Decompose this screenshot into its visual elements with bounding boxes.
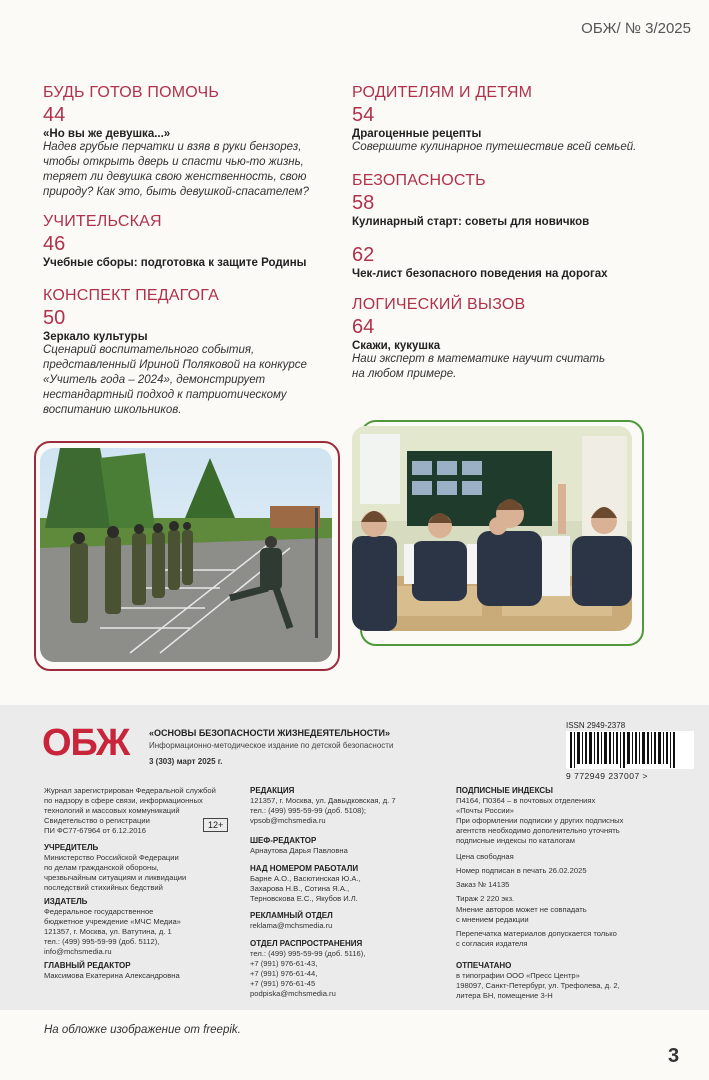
section-heading: КОНСПЕКТ ПЕДАГОГА — [43, 287, 219, 304]
page-number: 3 — [668, 1045, 680, 1067]
section-heading: УЧИТЕЛЬСКАЯ — [43, 213, 162, 230]
issue-line: 3 (303) март 2025 г. — [149, 757, 223, 766]
printing-house-block: ОТПЕЧАТАНО в типографии ООО «Пресс Центр» 198097, Санкт-Петербург, ул. Трефолева, д. 2, литера БН, помещение 3-Н — [456, 961, 620, 1000]
registration-info: Журнал зарегистрирован Федеральной службой по надзору в сфере связи, информационных технологий и массовых коммуникаций Свидетельство о регистрации ПИ ФС77-67964 от 6.12.2016 — [44, 786, 216, 835]
journal-title: «ОСНОВЫ БЕЗОПАСНОСТИ ЖИЗНЕДЕЯТЕЛЬНОСТИ» — [149, 728, 390, 738]
page-number-ref: 64 — [352, 316, 375, 338]
publisher-block: ИЗДАТЕЛЬ Федеральное государственное бюджетное учреждение «МЧС Медиа» 121357, г. Москва, ул. Ватутина, д. 1 тел.: (499) 995-59-99 (доб. 5112), info@mchsmedia.ru — [44, 897, 181, 956]
barcode — [566, 731, 694, 769]
page-number-ref: 54 — [352, 104, 375, 126]
photo-classroom — [352, 426, 632, 631]
journal-subtitle: Информационно-методическое издание по детской безопасности — [149, 741, 394, 750]
section-heading: РОДИТЕЛЯМ И ДЕТЯМ — [352, 84, 533, 101]
editorial-notes: Мнение авторов может не совпадать с мнением редакции Перепечатка материалов допускается только с согласия издателя — [456, 905, 617, 948]
toc-entry-64[interactable] — [352, 296, 692, 382]
article-description: Совершите кулинарное путешествие всей семьей. — [352, 141, 637, 153]
subscription-block: ПОДПИСНЫЕ ИНДЕКСЫ П4164, П0364 – в почтовых отделениях «Почты России» При оформлении подписки у других подписных агентств необходимо дополнительно уточнять подписные индексы по каталогам — [456, 786, 624, 845]
toc-entry-54[interactable] — [352, 84, 692, 155]
page-number-ref: 50 — [43, 307, 66, 329]
print-details: Цена свободная Номер подписан в печать 26.02.2025 Заказ № 14135 Тираж 2 220 экз. — [456, 852, 587, 903]
editorial-block: РЕДАКЦИЯ 121357, г. Москва, ул. Давыдковская, д. 7 тел.: (499) 995-59-99 (доб. 5108); vpsob@mchsmedia.ru — [250, 786, 396, 825]
ads-block: РЕКЛАМНЫЙ ОТДЕЛ reklama@mchsmedia.ru — [250, 911, 333, 930]
page-number-ref: 44 — [43, 104, 66, 126]
photo-training-drill — [40, 448, 332, 662]
toc-entry-62[interactable] — [352, 245, 692, 280]
article-title: Кулинарный старт: советы для новичков — [352, 216, 590, 228]
section-heading: БУДЬ ГОТОВ ПОМОЧЬ — [43, 84, 220, 101]
shef-editor-block: ШЕФ-РЕДАКТОР Арнаутова Дарья Павловна — [250, 836, 348, 855]
age-rating-badge: 12+ — [203, 818, 228, 832]
article-description: Сценарий воспитательного события, представленный Ириной Поляковой на конкурсе «Учитель года – 2024», демонстрирует нестандартный подход к патриотическому воспитанию школьников. — [43, 344, 307, 416]
toc-entry-50[interactable] — [43, 287, 343, 418]
article-title: Чек-лист безопасного поведения на дорогах — [352, 268, 608, 280]
chief-editor-block: ГЛАВНЫЙ РЕДАКТОР Максимова Екатерина Александровна — [44, 961, 180, 980]
section-heading: БЕЗОПАСНОСТЬ — [352, 172, 486, 189]
toc-entry-46[interactable] — [43, 213, 343, 269]
page-number-ref: 46 — [43, 233, 66, 255]
cover-note: На обложке изображение от freepik. — [44, 1024, 241, 1036]
issue-number: ОБЖ/ № 3/2025 — [581, 20, 691, 37]
article-title: «Но вы же девушка...» — [43, 128, 171, 140]
team-block: НАД НОМЕРОМ РАБОТАЛИ Барне А.О., Васютинская Ю.А., Захарова Н.В., Сотина Я.А., Терновскова Е.С., Якубов И.Л. — [250, 864, 361, 903]
section-heading: ЛОГИЧЕСКИЙ ВЫЗОВ — [352, 296, 526, 313]
obzh-logo: ОБЖ — [42, 722, 130, 764]
page-number-ref: 58 — [352, 192, 375, 214]
article-title: Зеркало культуры — [43, 331, 148, 343]
issn: ISSN 2949-2378 — [566, 721, 626, 730]
article-title: Скажи, кукушка — [352, 340, 441, 352]
distribution-block: ОТДЕЛ РАСПРОСТРАНЕНИЯ тел.: (499) 995-59-99 (доб. 5116), +7 (991) 976-61-43, +7 (991) 976-61-44, +7 (991) 976-61-45 podpiska@mchsmedia.ru — [250, 939, 366, 998]
article-description: Наш эксперт в математике научит считать на любом примере. — [352, 353, 606, 380]
article-description: Надев грубые перчатки и взяв в руки бензорез, чтобы открыть дверь и спасти чью-то жизнь, теряет ли девушка свою женственность, свою природу? Как это, быть девушкой-спасателем? — [43, 141, 309, 198]
founder-block: УЧРЕДИТЕЛЬ Министерство Российской Федерации по делам гражданской обороны, чрезвычайным ситуациям и ликвидации последствий стихийных бедствий — [44, 843, 187, 892]
article-title: Учебные сборы: подготовка к защите Родины — [43, 257, 307, 269]
page-number-ref: 62 — [352, 244, 375, 266]
barcode-digits: 9 772949 237007 > — [566, 771, 649, 781]
toc-entry-44[interactable] — [43, 84, 343, 200]
article-title: Драгоценные рецепты — [352, 128, 482, 140]
toc-entry-58[interactable] — [352, 172, 692, 228]
